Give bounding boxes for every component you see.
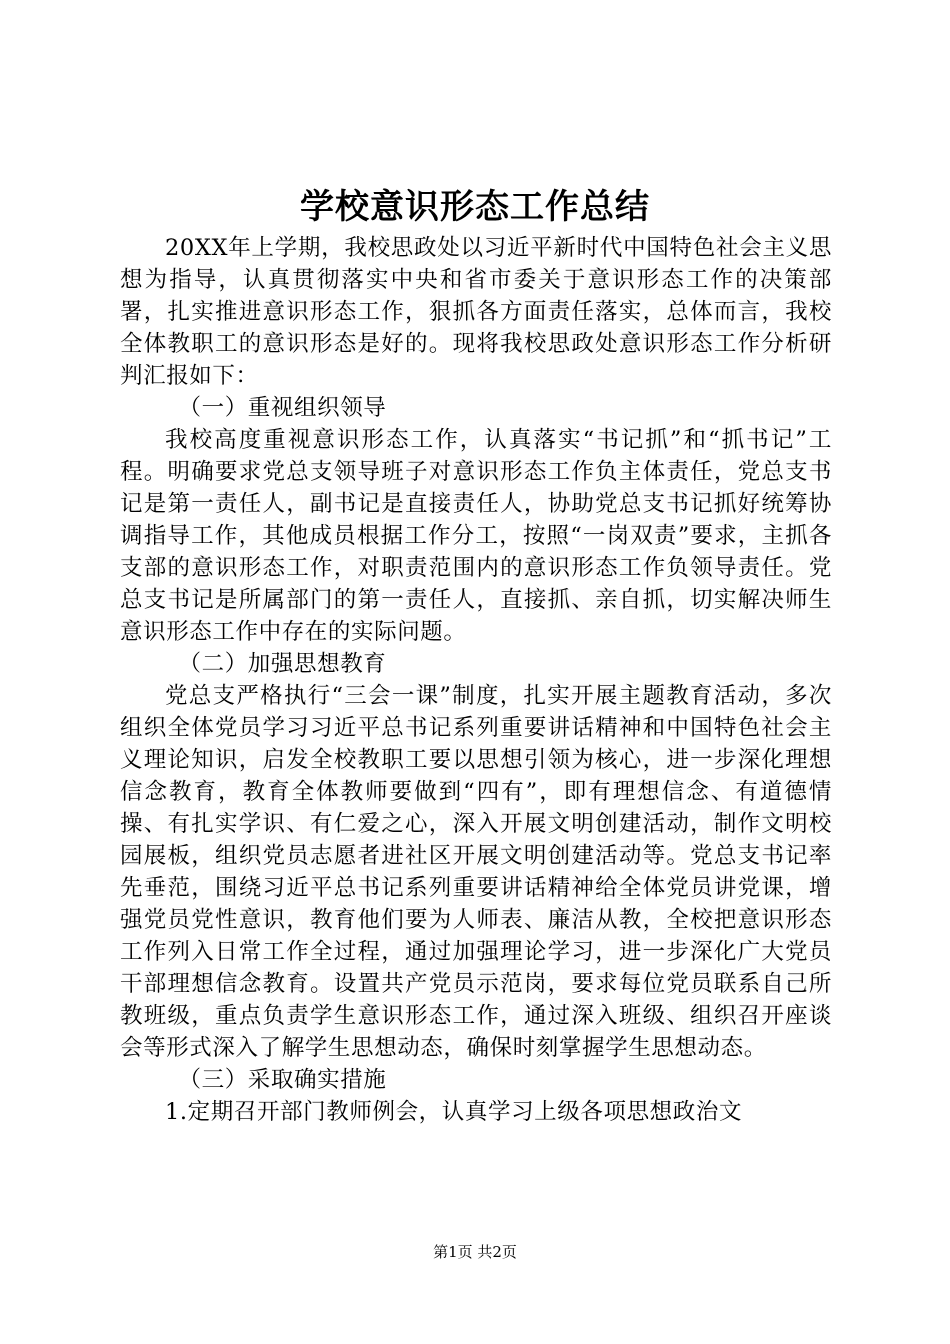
document-body [120,232,832,1128]
section-1-paragraph: 我校高度重视意识形态工作，认真落实“书记抓”和“抓书记”工程。明确要求党总支领导班子对意识形态工作负主体责任，党总支书记是第一责任人，副书记是直接责任人，协助党总支书记抓好统筹协调指导工作，其他成员根据工作分工，按照“一岗双责”要求，主抓各支部的意识形态工作，对职责范围内的意识形态工作负领导责任。党总支书记是所属部门的第一责任人，直接抓、亲自抓，切实解决师生意识形态工作中存在的实际问题。 [120,427,832,645]
page-number-footer: 第1页 共2页 [433,1243,517,1261]
document-title: 学校意识形态工作总结 [300,187,650,227]
section-heading-3: （三）采取确实措施 [178,1067,387,1093]
section-heading-1: （一）重视组织领导 [178,395,387,421]
section-2-paragraph: 党总支严格执行“三会一课”制度，扎实开展主题教育活动，多次组织全体党员学习习近平总书记系列重要讲话精神和中国特色社会主义理论知识，启发全校教职工要以思想引领为核心，进一步深化理想信念教育，教育全体教师要做到“四有”，即有理想信念、有道德情操、有扎实学识、有仁爱之心，深入开展文明创建活动，制作文明校园展板，组织党员志愿者进社区开展文明创建活动等。党总支书记率先垂范，围绕习近平总书记系列重要讲话精神给全体党员讲党课，增强党员党性意识，教育他们要为人师表、廉洁从教，全校把意识形态工作列入日常工作全过程，通过加强理论学习，进一步深化广大党员干部理想信念教育。设置共产党员示范岗，要求每位党员联系自己所教班级，重点负责学生意识形态工作，通过深入班级、组织召开座谈会等形式深入了解学生思想动态，确保时刻掌握学生思想动态。 [120,683,832,1061]
section-3-paragraph: 1.定期召开部门教师例会，认真学习上级各项思想政治文 [165,1099,743,1125]
intro-paragraph: 20XX年上学期，我校思政处以习近平新时代中国特色社会主义思想为指导，认真贯彻落实中央和省市委关于意识形态工作的决策部署，扎实推进意识形态工作，狠抓各方面责任落实，总体而言，我校全体教职工的意识形态是好的。现将我校思政处意识形态工作分析研判汇报如下： [120,235,832,389]
section-heading-2: （二）加强思想教育 [178,651,387,677]
